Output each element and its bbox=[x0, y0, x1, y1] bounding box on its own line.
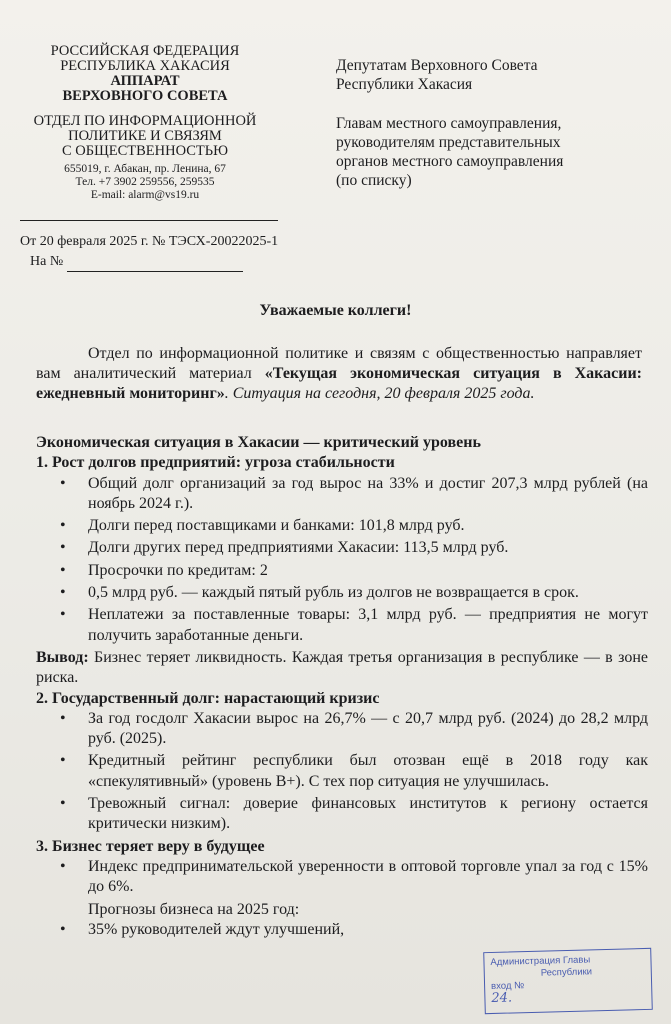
incoming-number-blank bbox=[67, 257, 243, 272]
sender-dept-2: ПОЛИТИКЕ И СВЯЗЯМ bbox=[68, 128, 222, 144]
sender-org-2: ВЕРХОВНОГО СОВЕТА bbox=[62, 88, 228, 104]
sender-org-1: АППАРАТ bbox=[110, 73, 180, 89]
list-item: • Неплатежи за поставленные товары: 3,1 млрд руб. — предприятия не могут получить заработанные деньги. bbox=[36, 605, 648, 646]
conclusion-text: Бизнес теряет ликвидность. Каждая третья организация в республике — в зоне риска. bbox=[36, 648, 648, 687]
stamp-line: Республики bbox=[540, 966, 593, 979]
recipient-block bbox=[336, 56, 656, 210]
recipient-line: Республики Хакасия bbox=[336, 76, 473, 93]
stamp-line: Администрация Главы bbox=[490, 954, 591, 969]
forecast-subheading: Прогнозы бизнеса на 2025 год: bbox=[88, 900, 300, 918]
registration-stamp bbox=[483, 948, 653, 1014]
list-item: • Долги перед поставщиками и банками: 101,8 млрд руб. bbox=[36, 516, 648, 536]
section-2-heading: 2. Государственный долг: нарастающий кризис bbox=[36, 689, 380, 707]
report-body bbox=[36, 433, 648, 942]
intro-date: . Ситуация на сегодня, 20 февраля 2025 года. bbox=[224, 385, 535, 402]
intro-text: Отдел по информационной политике и связям с общественностью направляет вам аналитический материал bbox=[36, 345, 642, 382]
recipient-line: Главам местного самоуправления, bbox=[336, 115, 562, 132]
recipient-line: (по списку) bbox=[336, 172, 412, 189]
list-item: • Долги других перед предприятиями Хакасии: 113,5 млрд руб. bbox=[36, 538, 648, 558]
sender-dept-3: С ОБЩЕСТВЕННОСТЬЮ bbox=[62, 143, 228, 159]
section-1-heading: 1. Рост долгов предприятий: угроза стабильности bbox=[36, 454, 395, 472]
list-item: • 35% руководителей ждут улучшений, bbox=[36, 920, 648, 940]
list-item: • Кредитный рейтинг республики был отозван ещё в 2018 году как «спекулятивный» (уровень В+). С тех пор ситуация не улучшилась. bbox=[36, 751, 648, 792]
list-item: • 0,5 млрд руб. — каждый пятый рубль из долгов не возвращается в срок. bbox=[36, 583, 648, 603]
incoming-number-label: На № bbox=[30, 254, 64, 269]
sender-country: РОССИЙСКАЯ ФЕДЕРАЦИЯ bbox=[50, 43, 240, 59]
section-1-list bbox=[36, 474, 648, 646]
conclusion-label: Вывод: bbox=[36, 648, 89, 666]
intro-paragraph bbox=[36, 344, 642, 404]
greeting: Уважаемые коллеги! bbox=[259, 302, 412, 319]
recipient-line: органов местного самоуправления bbox=[336, 153, 564, 170]
incoming-number-row bbox=[20, 252, 278, 272]
list-item: • Общий долг организаций за год вырос на 33% и достиг 207,3 млрд рублей (на ноябрь 2024 г.). bbox=[36, 474, 648, 515]
letterhead-divider bbox=[20, 220, 278, 221]
section-3-forecast-list bbox=[36, 920, 648, 940]
section-3-list bbox=[36, 857, 648, 898]
recipient-line: Депутатам Верховного Совета bbox=[336, 57, 538, 74]
sender-letterhead bbox=[20, 44, 270, 202]
intro-title: «Текущая экономическая ситуация в Хакасии: ежедневный мониторинг» bbox=[36, 365, 643, 402]
recipient-line: руководителям представительных bbox=[336, 134, 561, 151]
list-item: • Просрочки по кредитам: 2 bbox=[36, 561, 648, 581]
list-item: • Индекс предпринимательской уверенности в оптовой торговле упал за год с 15% до 6%. bbox=[36, 857, 648, 898]
main-heading: Экономическая ситуация в Хакасии — критический уровень bbox=[36, 434, 481, 451]
section-3-heading: 3. Бизнес теряет веру в будущее bbox=[36, 837, 265, 855]
sender-email: E-mail: alarm@vs19.ru bbox=[90, 189, 200, 201]
stamp-line: вход № bbox=[490, 980, 525, 993]
letter-meta bbox=[20, 232, 278, 272]
recipient-heads bbox=[336, 114, 656, 190]
section-1-conclusion bbox=[36, 648, 648, 689]
sender-phone: Тел. +7 3902 259556, 259535 bbox=[75, 176, 215, 188]
list-item: • За год госдолг Хакасии вырос на 26,7% — с 20,7 млрд руб. (2024) до 28,2 млрд руб. (2025). bbox=[36, 709, 648, 750]
section-2-list bbox=[36, 709, 648, 835]
stamp-line: 24. bbox=[491, 990, 513, 1007]
sender-region: РЕСПУБЛИКА ХАКАСИЯ bbox=[60, 58, 230, 74]
outgoing-date-number: От 20 февраля 2025 г. № ТЭСХ-20022025-1 bbox=[20, 234, 279, 249]
sender-address: 655019, г. Абакан, пр. Ленина, 67 bbox=[64, 163, 226, 175]
recipient-deputies bbox=[336, 56, 656, 94]
sender-dept-1: ОТДЕЛ ПО ИНФОРМАЦИОННОЙ bbox=[33, 113, 257, 129]
list-item: • Тревожный сигнал: доверие финансовых институтов к региону остается критически низким). bbox=[36, 794, 648, 835]
